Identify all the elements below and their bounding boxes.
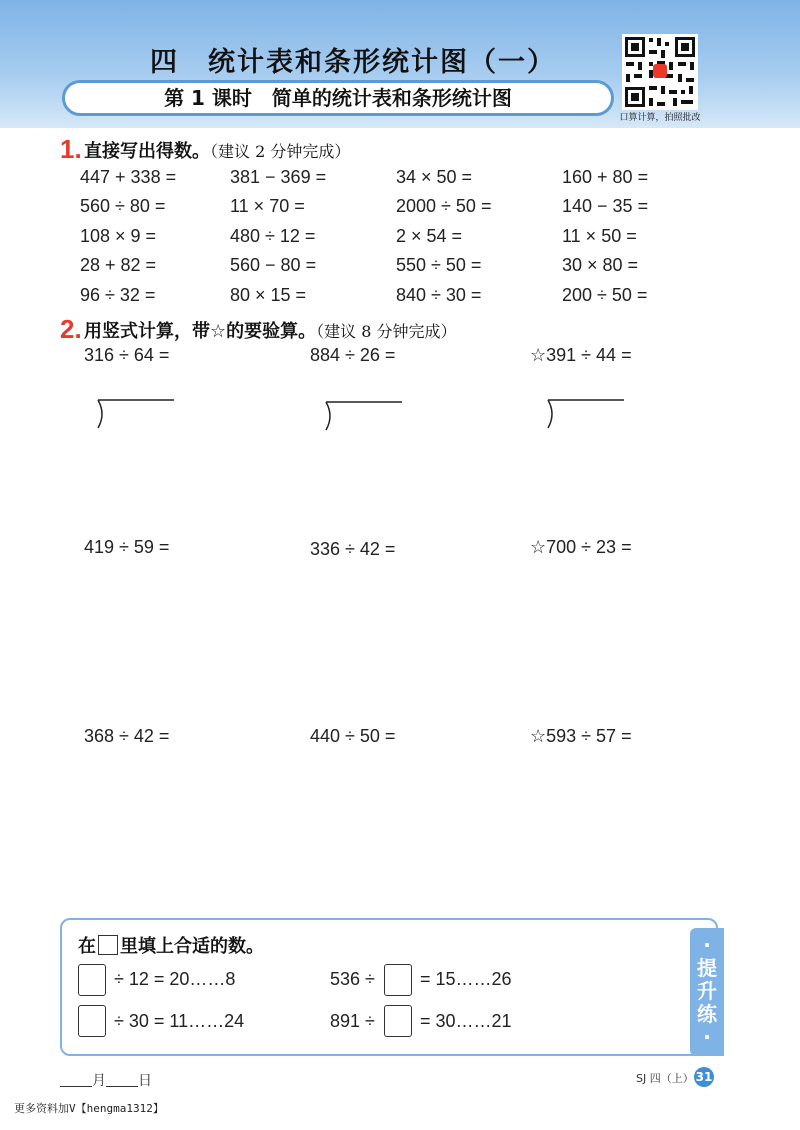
lesson-title: 第 1 课时 简单的统计表和条形统计图 xyxy=(62,80,614,116)
question-1-title xyxy=(84,137,350,163)
q2-expression: ☆593 ÷ 57 = xyxy=(530,726,632,746)
q2-expression: 368 ÷ 42 = xyxy=(84,726,170,746)
answer-box[interactable] xyxy=(384,964,412,996)
side-tab-char: 提 xyxy=(697,956,717,980)
side-tab-extension xyxy=(690,928,724,1056)
q1-expression: 381 − 369 = xyxy=(230,167,327,187)
question-1-text: 直接写出得数。 xyxy=(84,141,210,162)
q1-expression: 480 ÷ 12 = xyxy=(230,226,316,246)
q2-expression: 884 ÷ 26 = xyxy=(310,345,396,365)
blank-box-icon xyxy=(98,935,118,955)
q1-expression: 11 × 50 = xyxy=(562,226,637,246)
extension-equation: ÷ 12 = 20……8 xyxy=(114,969,236,989)
q1-expression: 447 + 338 = xyxy=(80,167,177,187)
extension-equation: ÷ 30 = 11……24 xyxy=(114,1011,245,1031)
answer-box[interactable] xyxy=(78,1005,106,1037)
q1-expression: 560 ÷ 80 = xyxy=(80,196,166,216)
q1-expression: 140 − 35 = xyxy=(562,196,649,216)
question-1-number: 1. xyxy=(60,134,82,164)
side-tab-char: 练 xyxy=(697,1002,717,1026)
q1-expression: 11 × 70 = xyxy=(230,196,305,216)
month-label: 月 xyxy=(92,1073,106,1089)
q2-expression: 316 ÷ 64 = xyxy=(84,345,170,365)
question-2-number: 2. xyxy=(60,314,82,344)
long-division-bracket xyxy=(544,396,628,432)
question-1-hint: （建议 2 分钟完成） xyxy=(210,142,351,161)
long-division-bracket xyxy=(94,396,178,432)
q1-expression: 200 ÷ 50 = xyxy=(562,285,648,305)
answer-box[interactable] xyxy=(384,1005,412,1037)
q1-expression: 560 − 80 = xyxy=(230,255,317,275)
side-tab-dot: · xyxy=(703,1025,711,1049)
watermark: 更多资料加V【hengma1312】 xyxy=(14,1102,164,1115)
q1-expression: 108 × 9 = xyxy=(80,226,157,246)
answer-box[interactable] xyxy=(78,964,106,996)
q1-expression: 28 + 82 = xyxy=(80,255,157,275)
q1-expression: 80 × 15 = xyxy=(230,285,307,305)
q1-expression: 30 × 80 = xyxy=(562,255,639,275)
extension-equation: = 15……26 xyxy=(420,969,512,989)
q2-expression: 419 ÷ 59 = xyxy=(84,537,170,557)
question-2-title xyxy=(84,317,457,343)
extension-equation-left: 891 ÷ xyxy=(330,1011,375,1031)
book-code: SJ 四（上） xyxy=(636,1072,694,1085)
long-division-bracket xyxy=(322,398,406,434)
date-line xyxy=(60,1070,152,1090)
month-blank[interactable] xyxy=(60,1072,92,1087)
q1-expression: 2000 ÷ 50 = xyxy=(396,196,492,216)
q2-expression: 440 ÷ 50 = xyxy=(310,726,396,746)
unit-title: 四 统计表和条形统计图（一） xyxy=(150,47,556,78)
q2-expression: ☆700 ÷ 23 = xyxy=(530,537,632,557)
extension-equation-left: 536 ÷ xyxy=(330,969,375,989)
page-number: 31 xyxy=(694,1067,714,1087)
side-tab-dot: · xyxy=(703,933,711,957)
extension-title-start: 在 xyxy=(78,936,96,957)
extension-title xyxy=(78,932,264,958)
q1-expression: 550 ÷ 50 = xyxy=(396,255,482,275)
q1-expression: 34 × 50 = xyxy=(396,167,473,187)
q2-expression: ☆391 ÷ 44 = xyxy=(530,345,632,365)
question-2-hint: （建议 8 分钟完成） xyxy=(316,322,457,341)
side-tab-char: 升 xyxy=(697,979,717,1003)
extension-equation: = 30……21 xyxy=(420,1011,512,1031)
question-2-text: 用竖式计算，带☆的要验算。 xyxy=(84,321,317,342)
q1-expression: 96 ÷ 32 = xyxy=(80,285,156,305)
day-label: 日 xyxy=(138,1073,152,1089)
qr-code-icon[interactable] xyxy=(622,34,698,110)
day-blank[interactable] xyxy=(106,1072,138,1087)
q1-expression: 160 + 80 = xyxy=(562,167,649,187)
qr-caption: 口算计算，拍照批改 xyxy=(619,113,701,123)
q2-expression: 336 ÷ 42 = xyxy=(310,539,396,559)
q1-expression: 2 × 54 = xyxy=(396,226,463,246)
extension-title-end: 里填上合适的数。 xyxy=(120,936,264,957)
q1-expression: 840 ÷ 30 = xyxy=(396,285,482,305)
